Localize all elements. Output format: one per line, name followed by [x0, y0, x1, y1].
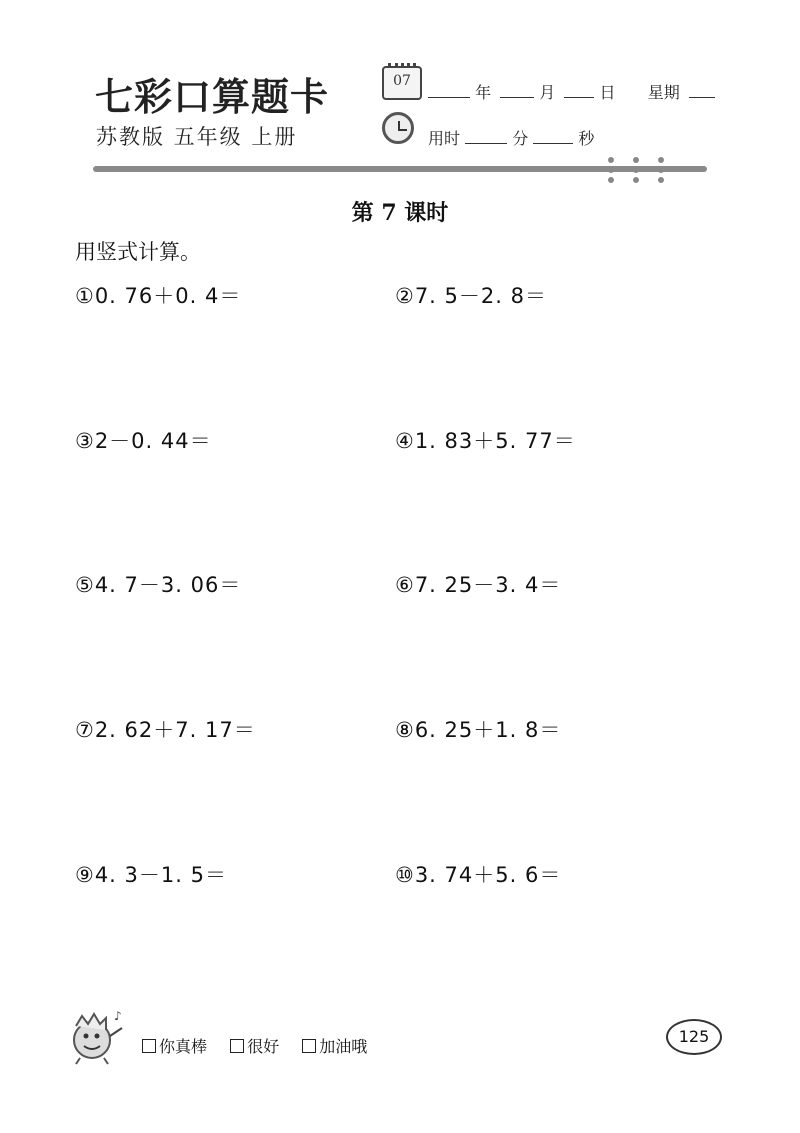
- checkbox-icon[interactable]: [302, 1039, 316, 1053]
- day-label: 日: [599, 83, 616, 102]
- month-blank[interactable]: [500, 83, 534, 98]
- binder-ring-icon: [633, 157, 639, 183]
- problem-4: ④1. 83＋5. 77＝: [395, 429, 576, 453]
- rating-option-keep-going[interactable]: [302, 1034, 367, 1057]
- mascot-icon: [66, 1006, 128, 1066]
- month-label: 月: [539, 83, 556, 102]
- day-blank[interactable]: [564, 83, 594, 98]
- seconds-blank[interactable]: [533, 129, 573, 144]
- calendar-number: 07: [393, 73, 411, 89]
- rating-label: 很好: [247, 1037, 280, 1056]
- minutes-label: 分: [512, 129, 529, 148]
- binder-ring-icon: [608, 157, 614, 183]
- calendar-icon: [382, 66, 422, 100]
- card-title: 七彩口算题卡: [95, 74, 330, 119]
- page-number: 125: [666, 1019, 722, 1055]
- time-fields: [428, 126, 594, 149]
- checkbox-icon[interactable]: [142, 1039, 156, 1053]
- problem-9: ⑨4. 3－1. 5＝: [75, 863, 227, 887]
- minutes-blank[interactable]: [465, 129, 507, 144]
- header-divider: [93, 166, 707, 172]
- lesson-title: 第 7 课时: [351, 200, 449, 226]
- rating-option-great[interactable]: [142, 1034, 207, 1057]
- clock-icon: [382, 112, 414, 144]
- checkbox-icon[interactable]: [230, 1039, 244, 1053]
- problem-2: ②7. 5－2. 8＝: [395, 284, 547, 308]
- year-label: 年: [475, 83, 492, 102]
- svg-text:♪: ♪: [114, 1009, 122, 1023]
- edition-subtitle: 苏教版 五年级 上册: [96, 125, 298, 149]
- problem-8: ⑧6. 25＋1. 8＝: [395, 718, 562, 742]
- binder-ring-icon: [658, 157, 664, 183]
- rating-option-good[interactable]: [230, 1034, 279, 1057]
- weekday-label: 星期: [647, 83, 680, 102]
- problem-5: ⑤4. 7－3. 06＝: [75, 573, 242, 597]
- problem-7: ⑦2. 62＋7. 17＝: [75, 718, 256, 742]
- year-blank[interactable]: [428, 83, 470, 98]
- problem-6: ⑥7. 25－3. 4＝: [395, 573, 562, 597]
- weekday-blank[interactable]: [689, 83, 715, 98]
- rating-label: 你真棒: [159, 1037, 208, 1056]
- instruction: 用竖式计算。: [75, 240, 201, 264]
- seconds-label: 秒: [578, 129, 595, 148]
- rating-label: 加油哦: [319, 1037, 368, 1056]
- time-used-label: 用时: [428, 129, 461, 148]
- problem-3: ③2－0. 44＝: [75, 429, 212, 453]
- problem-1: ①0. 76＋0. 4＝: [75, 284, 242, 308]
- self-rating: [142, 1034, 385, 1057]
- date-fields: [428, 80, 715, 103]
- problem-10: ⑩3. 74＋5. 6＝: [395, 863, 562, 887]
